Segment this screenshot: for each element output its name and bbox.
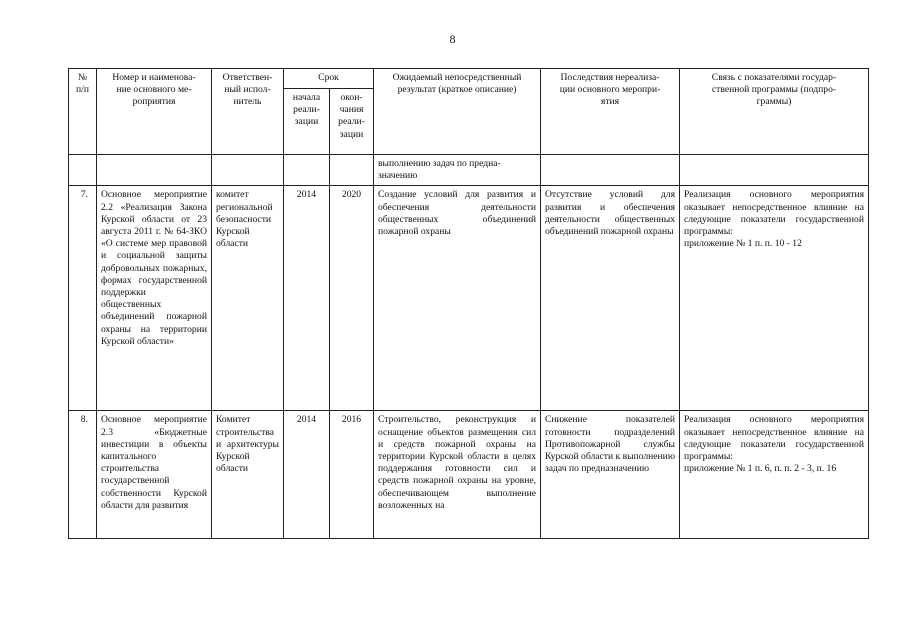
page-number: 8 bbox=[449, 32, 456, 46]
header-executor: Ответствен- ный испол- нитель bbox=[212, 69, 284, 155]
row-executor: Комитет строительства и архитектуры Курской области bbox=[212, 411, 284, 539]
row-consequences: Снижение показателей готовности подразделений Противопожарной службы Курской области к выполнению задач по предназначению bbox=[541, 411, 680, 539]
table-row bbox=[69, 155, 869, 186]
header-consequences: Последствия нереализа- ции основного меропри- ятия bbox=[541, 69, 680, 155]
row-link bbox=[680, 155, 869, 186]
row-end bbox=[330, 155, 374, 186]
table-row bbox=[69, 186, 869, 411]
row-num: 8. bbox=[69, 411, 97, 539]
header-term: Срок bbox=[284, 69, 374, 89]
row-start: 2014 bbox=[284, 411, 330, 539]
row-executor: комитет региональной безопасности Курской области bbox=[212, 186, 284, 411]
header-event: Номер и наименова- ние основного ме- роприятия bbox=[97, 69, 212, 155]
row-event: Основное мероприятие 2.3 «Бюджетные инвестиции в объекты капитального строительства государственной собственности Курской области для развития bbox=[97, 411, 212, 539]
row-num bbox=[69, 155, 97, 186]
row-event bbox=[97, 155, 212, 186]
events-table bbox=[68, 68, 869, 539]
row-result: Строительство, реконструкция и оснащение объектов размещения сил и средств пожарной охраны на территории Курской области в целях поддержания готовности сил и средств пожарной охраны на уровне, обеспечивающем выполнение возложенных на bbox=[374, 411, 541, 539]
row-start bbox=[284, 155, 330, 186]
header-num: № п/п bbox=[69, 69, 97, 155]
row-link: Реализация основного мероприятия оказывает непосредственное влияние на следующие показатели государственной программы: приложение № 1 п. п. 10 - 12 bbox=[680, 186, 869, 411]
row-num: 7. bbox=[69, 186, 97, 411]
row-event: Основное мероприятие 2.2 «Реализация Закона Курской области от 23 августа 2011 г. № 64-ЗКО «О системе мер правовой и социальной защиты добровольных пожарных, формах государственной поддержки общественных объединений пожарной охраны на территории Курской области» bbox=[97, 186, 212, 411]
row-result: выполнению задач по предна- значению bbox=[374, 155, 541, 186]
row-link: Реализация основного мероприятия оказывает непосредственное влияние на следующие показатели государственной программы: приложение № 1 п. 6, п. п. 2 - 3, п. 16 bbox=[680, 411, 869, 539]
header-result: Ожидаемый непосредственный результат (краткое описание) bbox=[374, 69, 541, 155]
row-result: Создание условий для развития и обеспечения деятельности общественных объединений пожарной охраны bbox=[374, 186, 541, 411]
table-row bbox=[69, 411, 869, 539]
row-end: 2016 bbox=[330, 411, 374, 539]
row-consequences bbox=[541, 155, 680, 186]
header-start: начала реали- зации bbox=[284, 89, 330, 155]
header-row bbox=[69, 69, 869, 89]
header-link: Связь с показателями государ- ственной программы (подпро- граммы) bbox=[680, 69, 869, 155]
row-start: 2014 bbox=[284, 186, 330, 411]
row-executor bbox=[212, 155, 284, 186]
row-end: 2020 bbox=[330, 186, 374, 411]
row-consequences: Отсутствие условий для развития и обеспечения деятельности общественных объединений пожарной охраны bbox=[541, 186, 680, 411]
header-end: окон- чания реали- зации bbox=[330, 89, 374, 155]
